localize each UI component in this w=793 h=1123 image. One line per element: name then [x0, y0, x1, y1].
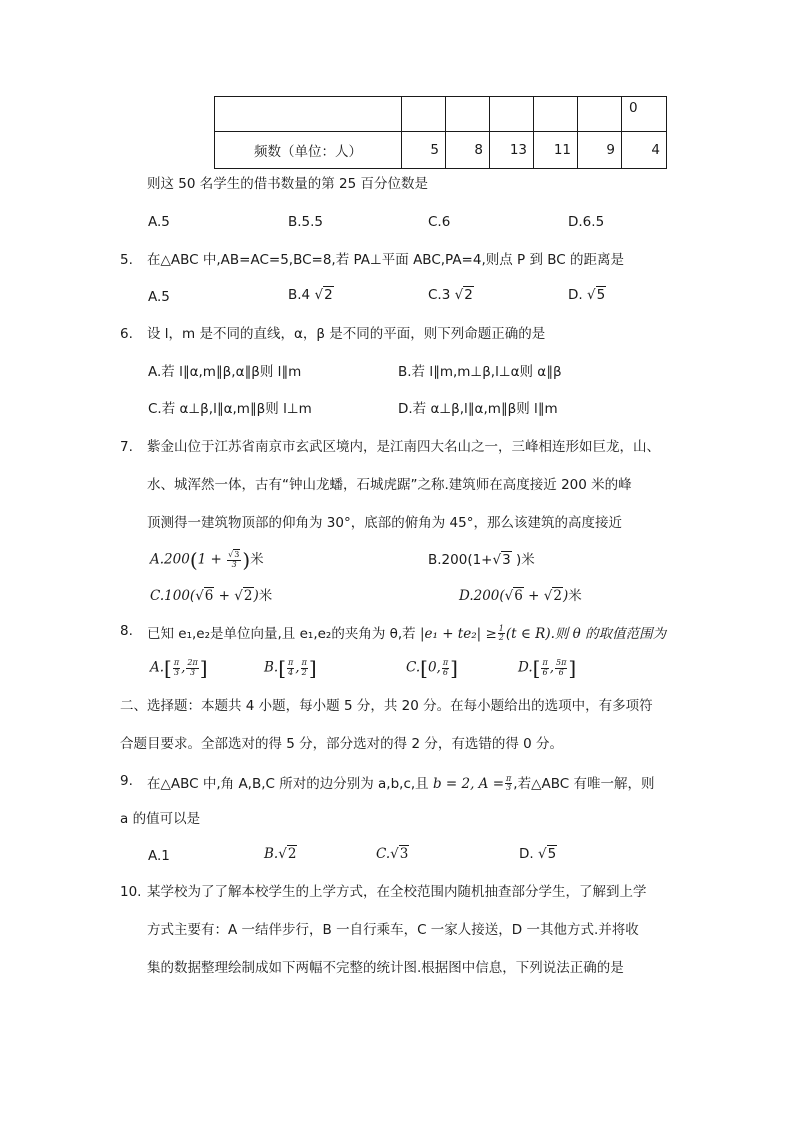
sqrt-expression: √2: [314, 287, 333, 303]
q8-option-c: C.[0, $\frac{\pi}{6}$ ]: [406, 656, 458, 680]
q6-number: 6.: [120, 326, 133, 342]
q7-option-c: C.100(√6 + √2)米: [150, 588, 273, 604]
q7-line-3: 顶测得一建筑物顶部的仰角为 30°，底部的俯角为 45°，那么该建筑的高度接近: [147, 515, 622, 531]
q9-stem: 在△ABC 中,角 A,B,C 所对的边分别为 a,b,c,且 b = 2, A = $\frac{\pi}{3}$ ,若△ABC 有唯一解，则: [147, 774, 655, 793]
q6-stem: 设 l，m 是不同的直线，α，β 是不同的平面，则下列命题正确的是: [147, 326, 546, 342]
q9-line-2: a 的值可以是: [120, 811, 201, 827]
q8-number: 8.: [120, 623, 133, 639]
q10-line-3: 集的数据整理绘制成如下两幅不完整的统计图.根据图中信息，下列说法正确的是: [147, 960, 624, 976]
table-header-value: 0: [629, 100, 638, 116]
q7-option-a: A.200(1 + $\frac{√3}{3}$ )米: [150, 548, 264, 572]
q9-option-d: D. √5: [519, 846, 557, 862]
frequency-value: 9: [578, 132, 622, 169]
sqrt-expression: √2: [454, 287, 473, 303]
q9-option-b: B.√2: [264, 846, 297, 862]
q10-line-2: 方式主要有：A 一结伴步行，B 一自行乘车，C 一家人接送，D 一其他方式.并将收: [147, 922, 639, 938]
frequency-value: 11: [534, 132, 578, 169]
q7-number: 7.: [120, 439, 133, 455]
q5-option-b: B.4 √2: [288, 287, 333, 303]
frequency-table: [214, 96, 667, 169]
frequency-value: 13: [490, 132, 534, 169]
frequency-value: 8: [446, 132, 490, 169]
q7-line-1: 紫金山位于江苏省南京市玄武区境内，是江南四大名山之一，三峰相连形如巨龙，山、: [147, 439, 660, 455]
table-cell: [215, 97, 402, 132]
q5-number: 5.: [120, 252, 133, 268]
q5-option-a: A.5: [148, 289, 170, 305]
table-cell: [446, 97, 490, 132]
q4-option-d: D.6.5: [568, 214, 605, 230]
table-cell: [402, 97, 446, 132]
q6-option-b: B.若 l∥m,m⊥β,l⊥α则 α∥β: [398, 364, 562, 380]
q4-option-a: A.5: [148, 214, 170, 230]
q6-option-a: A.若 l∥α,m∥β,α∥β则 l∥m: [148, 364, 302, 380]
section-2-header: 二、选择题：本题共 4 小题，每小题 5 分，共 20 分。在每小题给出的选项中，有多项符: [120, 698, 653, 714]
frequency-value: 5: [402, 132, 446, 169]
row-label: 频数（单位：人）: [215, 132, 402, 169]
table-cell: [578, 97, 622, 132]
table-row-frequency: [215, 132, 667, 169]
section-2-header-line-2: 合题目要求。全部选对的得 5 分，部分选对的得 2 分，有选错的得 0 分。: [120, 736, 564, 752]
q4-option-b: B.5.5: [288, 214, 324, 230]
sqrt-expression: √5: [586, 287, 606, 303]
q9-option-a: A.1: [148, 848, 170, 864]
q4-option-c: C.6: [428, 214, 451, 230]
q4-stem: 则这 50 名学生的借书数量的第 25 百分位数是: [147, 176, 429, 192]
q7-option-b: B.200(1+√3 )米: [428, 552, 535, 568]
table-cell: [534, 97, 578, 132]
q8-option-a: A.[ $\frac{\pi}{3}$ , $\frac{2\pi}{3}$ ]: [150, 656, 208, 680]
q8-option-d: D.[ $\frac{\pi}{6}$ , $\frac{5\pi}{6}$ ]: [518, 656, 577, 680]
q5-option-c: C.3 √2: [428, 287, 473, 303]
q5-option-d: D. √5: [568, 287, 606, 303]
q10-number: 10.: [120, 884, 142, 900]
q7-line-2: 水、城浑然一体，古有“钟山龙蟠，石城虎踞”之称.建筑师在高度接近 200 米的峰: [147, 477, 632, 493]
q9-number: 9.: [120, 773, 133, 789]
q9-option-c: C.√3: [376, 846, 409, 862]
q6-option-c: C.若 α⊥β,l∥α,m∥β则 l⊥m: [148, 401, 312, 417]
q10-line-1: 某学校为了了解本校学生的上学方式，在全校范围内随机抽查部分学生，了解到上学: [147, 884, 647, 900]
q8-option-b: B.[ $\frac{\pi}{4}$ , $\frac{\pi}{2}$ ]: [264, 656, 317, 680]
frequency-value: 4: [622, 132, 667, 169]
q7-option-d: D.200(√6 + √2)米: [459, 588, 582, 604]
table-cell: [490, 97, 534, 132]
q6-option-d: D.若 α⊥β,l∥α,m∥β则 l∥m: [398, 401, 558, 417]
q8-stem: 已知 e₁,e₂是单位向量,且 e₁,e₂的夹角为 θ,若 |e₁ + te₂| ≥ $\frac{1}{2}$ (t ∈ R).则 θ 的取值范围为: [147, 624, 667, 643]
q5-stem: 在△ABC 中,AB=AC=5,BC=8,若 PA⊥平面 ABC,PA=4,则点 P 到 BC 的距离是: [147, 252, 625, 268]
table-row-header: [215, 97, 667, 132]
